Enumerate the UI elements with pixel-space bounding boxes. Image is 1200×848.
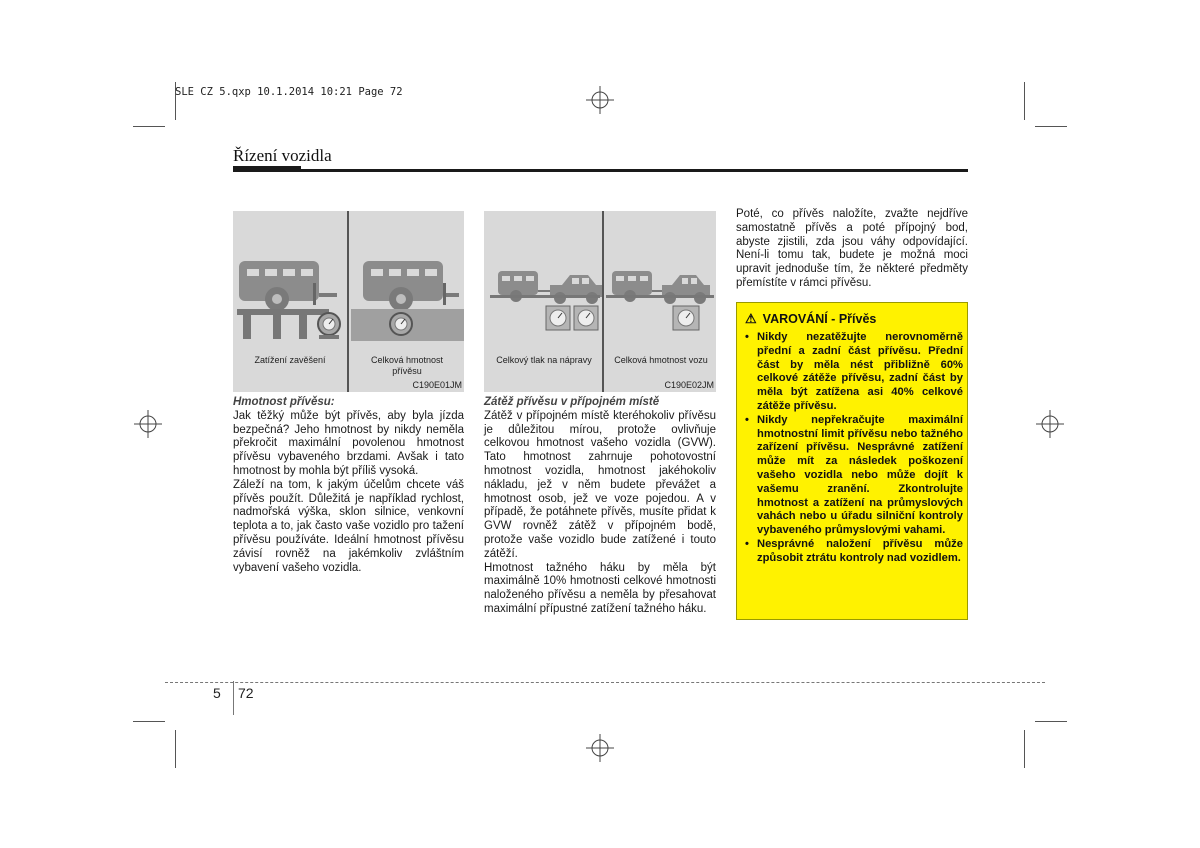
crop-mark [1024,730,1025,768]
footer-rule [165,682,1045,683]
crop-mark [1035,721,1067,722]
figure-tongue-weight [484,211,716,392]
registration-mark-icon [586,86,614,114]
page-number: 72 [238,685,254,701]
crop-mark [1024,82,1025,120]
registration-mark-icon [134,410,162,438]
figure-caption: Celková hmotnost vozu [614,355,708,365]
crop-mark [175,730,176,768]
paragraph: Jak těžký může být přívěs, aby byla jízda bezpečná? Jeho hmotnost by nikdy neměla překročit maximální povolenou hmotnost přívěsu vybaveného brzdami. Avšak i tato hmotnost by mohla být příliš vysoká. [233,409,464,477]
warning-item: • Nikdy nezatěžujte nerovnoměrně přední a zadní část přívěsu. Přední část by měla nést přibližně 60% celkové zátěže přívěsu, zadní část by měla být zatížena asi 40% celkové zátěže přívěsu. [743,331,963,414]
title-rule [233,169,968,172]
registration-mark-icon [586,734,614,762]
chapter-number: 5 [213,685,221,701]
warning-triangle-icon: ⚠ [745,311,757,326]
print-slug: SLE CZ 5.qxp 10.1.2014 10:21 Page 72 [175,86,403,98]
page-number-separator [233,681,234,715]
figure-caption: Celkový tlak na nápravy [496,355,592,365]
figure-caption: Zatížení zavěšení [254,355,326,365]
figure-divider [602,211,604,392]
figure-caption-line: přívěsu [392,366,422,376]
figure-code: C190E01JM [412,380,462,390]
warning-item: • Nikdy nepřekračujte maximální hmotnostní limit přívěsu nebo tažného zařízení přívěsu. Nesprávné zatížení může mít za následek poškození vašeho vozidla nebo může dojít k vašemu zranění. Zkontrolujte hmotnost a zatížení na průmyslových vahách nebo u úřadu silniční kontroly vybaveného průmyslovými vahami. [743,414,963,538]
section-title: Řízení vozidla [233,146,332,165]
paragraph: Záleží na tom, k jakým účelům chcete váš přívěs použít. Důležitá je například rychlost, nadmořská výška, sklon silnice, venkovní teplota a to, jak často vaše vozidlo pro tažení přívěsu používáte. Ideální hmotnost přívěsu závisí rovněž na jakémkoliv zvláštním vybavení vašeho vozidla. [233,478,464,574]
paragraph: Zátěž v přípojném místě kteréhokoliv přívěsu je důležitou mírou, protože ovlivňuje celkovou hmotnost vašeho vozidla (GVW). Tato hmotnost zahrnuje pohotovostní hmotnost vozidla, hmotnost jakéhokoliv nákladu, jež v něm budete převážet a hmotnost osob, jež ve voze pojedou. A v případě, že potáhnete přívěs, musíte přidat k GVW rovněž zátěž v přípojném bodě, protože vaše vozidlo bude zatížené i touto zátěží. [484,409,716,560]
figure-code: C190E02JM [664,380,714,390]
crop-mark [133,126,165,127]
figure-caption-line: Celková hmotnost [370,355,444,365]
column-3 [736,208,968,291]
warning-box [736,302,968,620]
subheading: Zátěž přívěsu v přípojném místě [484,396,660,408]
warning-title [745,311,876,327]
paragraph: Poté, co přívěs naložíte, zvažte nejdříve samostatně přívěs a poté přípojný bod, abyste zjistili, zda jsou váhy odpovídající. Není-li tomu tak, budete je možná moci upravit jednoduše tím, že některé předměty přemístíte v rámci přívěsu. [736,208,968,289]
figure-divider [347,211,349,392]
warning-title-text: VAROVÁNÍ - Přívěs [762,312,877,326]
column-1 [233,396,464,575]
crop-mark [1035,126,1067,127]
warning-item: • Nesprávné naložení přívěsu může způsobit ztrátu kontroly nad vozidlem. [743,538,963,566]
paragraph: Hmotnost tažného háku by měla být maximálně 10% hmotnosti celkové hmotnosti naloženého přívěsu a neměla by přesahovat maximální přípustné zatížení tažného háku. [484,561,716,615]
subheading: Hmotnost přívěsu: [233,396,335,408]
column-2 [484,396,716,617]
warning-list [743,331,963,566]
figure-trailer-weight [233,211,464,392]
registration-mark-icon [1036,410,1064,438]
figure-caption [351,355,463,377]
title-rule-accent [233,166,301,172]
crop-mark [133,721,165,722]
